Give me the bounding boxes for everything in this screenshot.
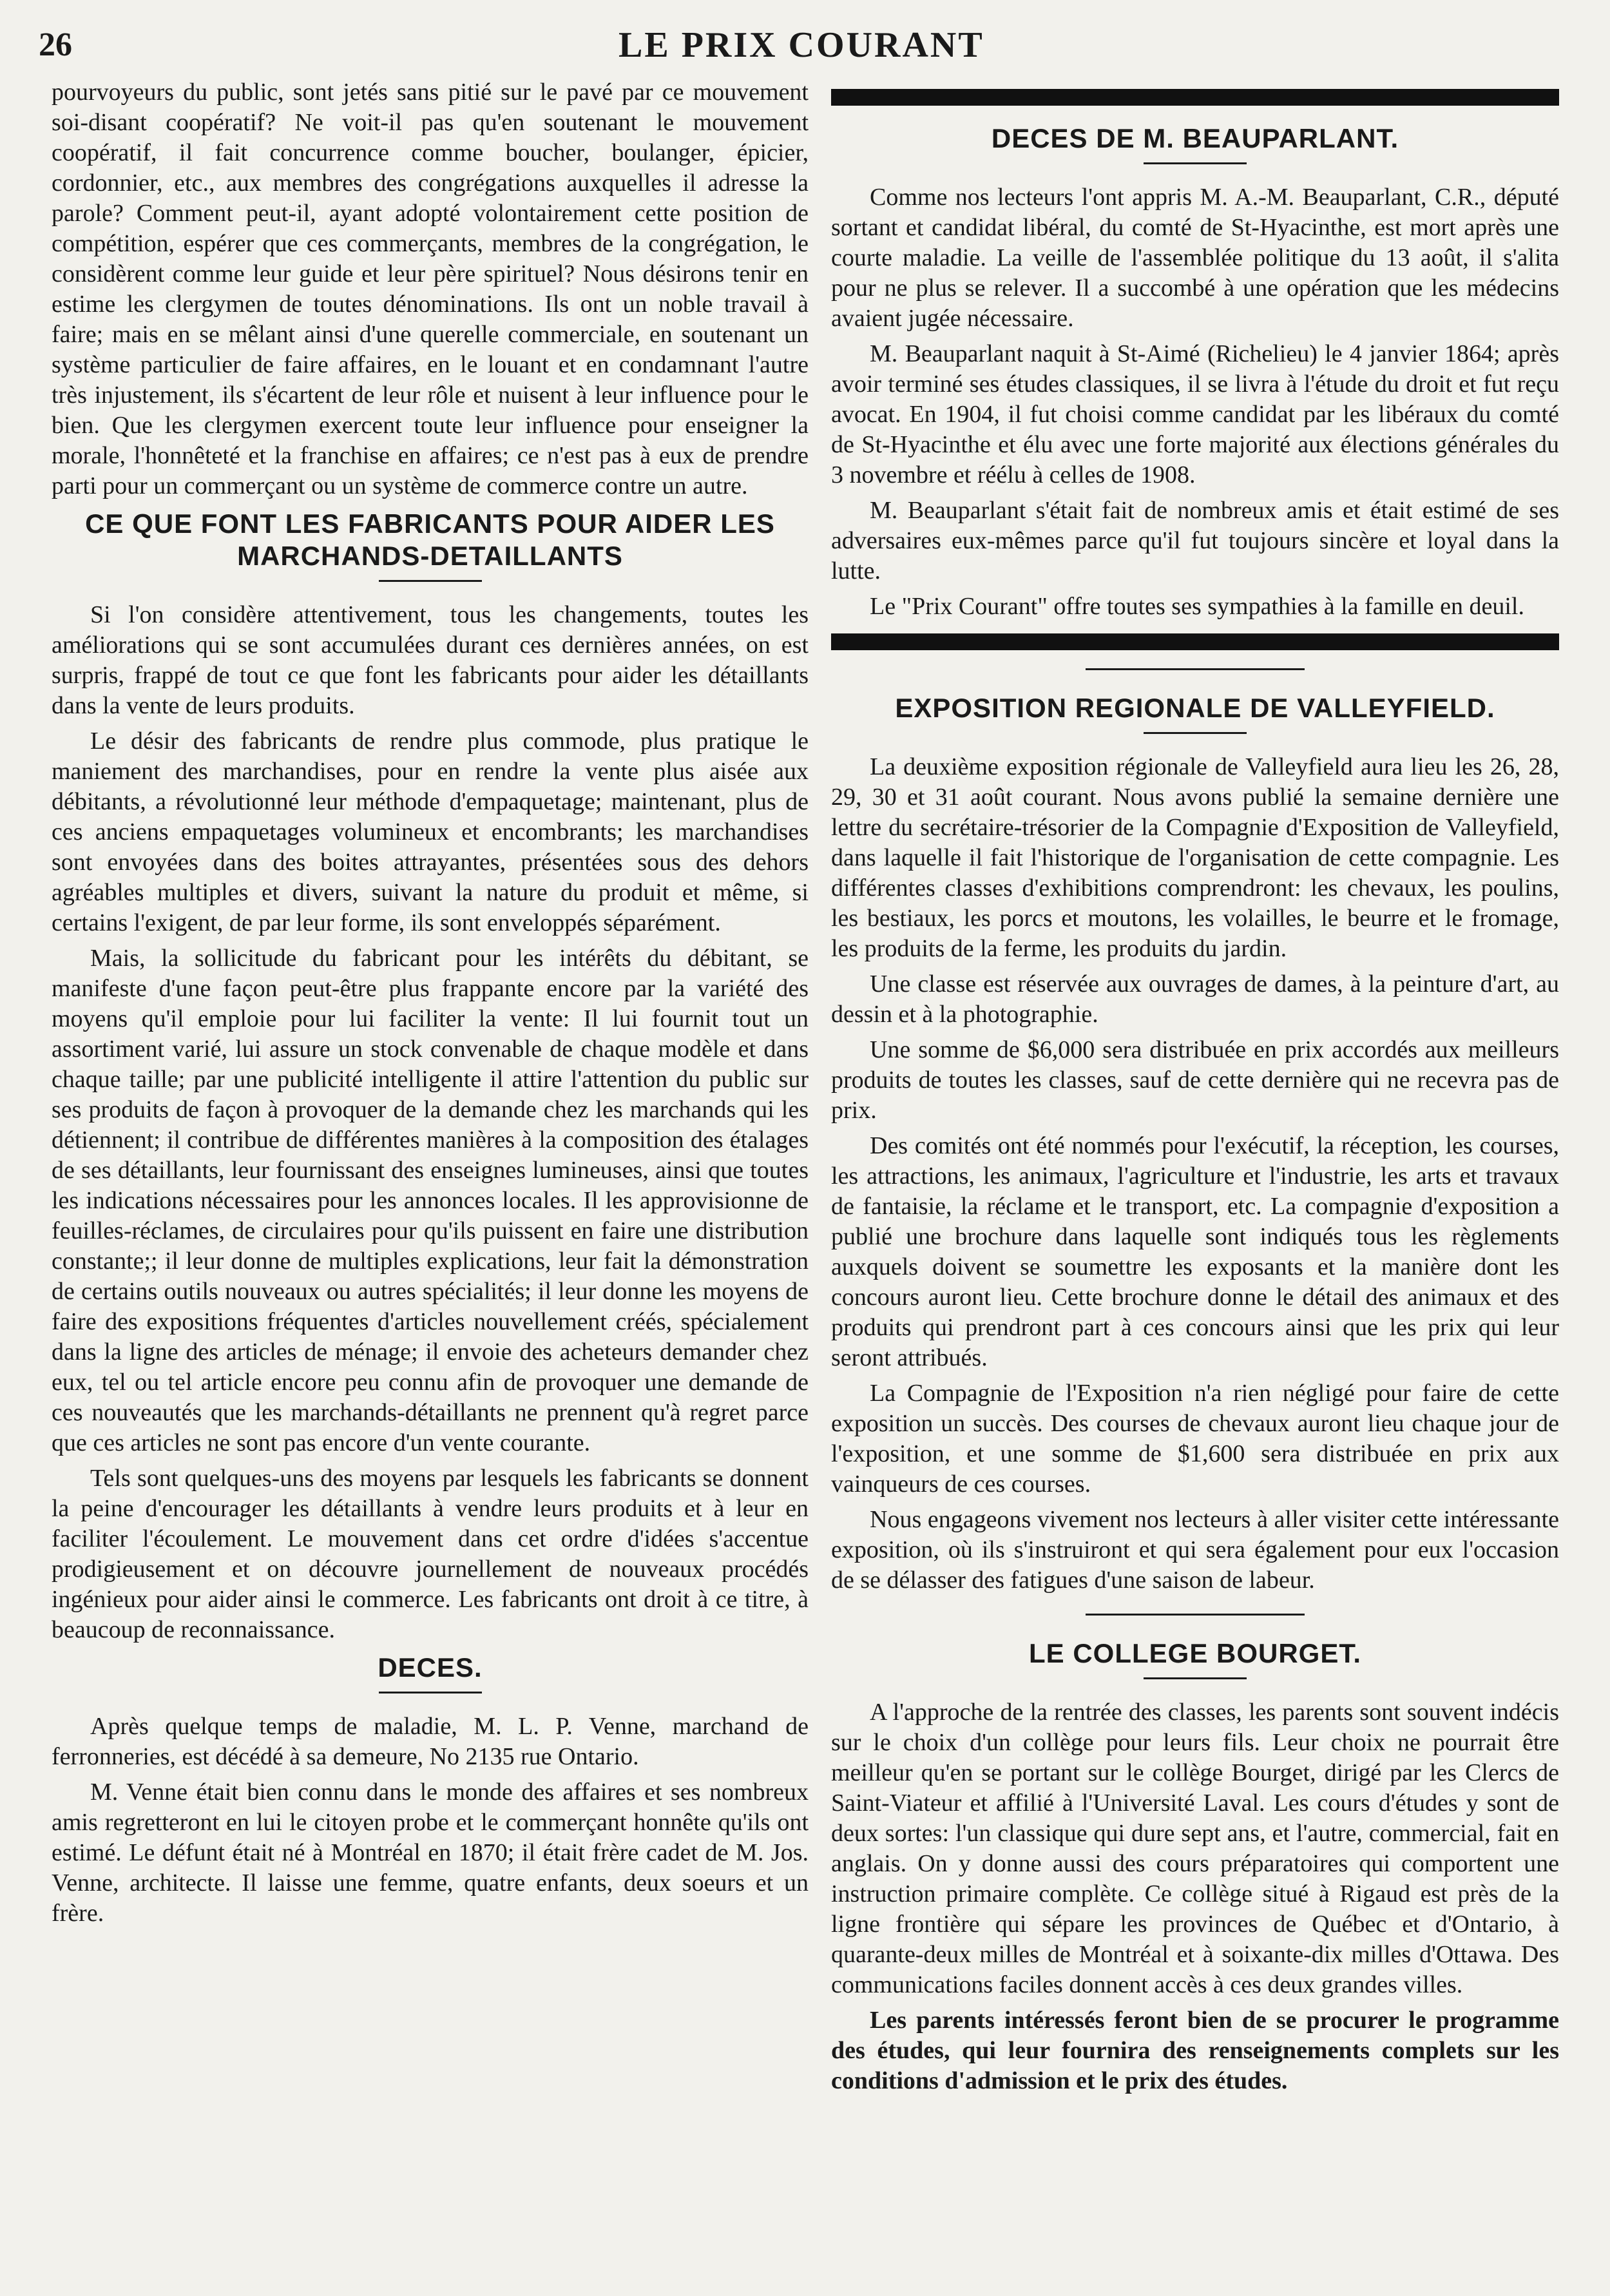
exposition-paragraph-6: Nous engageons vivement nos lecteurs à aller visiter cette intéressante exposition, où ils s'instruiront et qui sera également pour eux l'occasion de se délasser des fatigues d'une saison de labeur. xyxy=(831,1506,1559,1594)
college-paragraph-1: A l'approche de la rentrée des classes, les parents sont souvent indécis sur le choix d'un collège pour leurs fils. Leur choix ne pourrait être meilleur qu'en se portant sur le collège Bourget, dirigé par les Clercs de Saint-Viateur et affilié à l'Université Laval. Les cours d'études y sont de deux sortes: l'un classique qui dure sept ans, et l'autre, commercial, fait en anglais. On y donne aussi des cours préparatoires qui comportent une instruction primaire complète. Ce collège situé à Rigaud est près de la ligne frontière qui sépare les provinces de Québec et d'Ontario, à quarante-deux milles de Montréal et à soixante-dix milles d'Ottawa. Des communications faciles donnent accès à ces deux grandes villes. xyxy=(831,1699,1559,1998)
college-paragraph-2: Les parents intéressés feront bien de se procurer le programme des études, qui leur fournira des renseignements complets sur les conditions d'admission et le prix des études. xyxy=(831,2007,1559,2094)
section-rule xyxy=(1086,668,1305,670)
fabricants-paragraph-3: Mais, la sollicitude du fabricant pour les intérêts du débitant, se manifeste d'une façon peut-être plus frappante encore par la variété des moyens qu'il emploie pour lui faciliter la vente: Il lui fournit tout un assortiment varié, lui assure un stock convenable de chaque modèle et dans chaque taille; par une publicité intelligente il attire l'attention du public sur ses produits de façon à provoquer de la demande chez les marchands qui les détiennent; il contribue de différentes manières à la composition des étalages de ses détaillants, leur fournissant des enseignes lumineuses, ainsi que toutes les indications nécessaires pour les annonces locales. Il les approvisionne de feuilles-réclames, de circulaires pour qu'ils puissent en faire une distribution constante;; il leur donne de multiples explications, leur fait la démonstration de certains outils nouveaux ou autres spécialités; il leur donne les moyens de faire des expositions fréquentes d'articles nouvellement créés, spécialement dans la ligne des articles de ménage; il envoie des acheteurs demander chez eux, tel ou tel article encore peu connu afin de provoquer une demande de ces nouveautés que les marchands-détaillants ne prennent qu'à regret parce que ces articles ne sont pas encore d'un vente courante. xyxy=(52,945,809,1456)
exposition-heading: EXPOSITION REGIONALE DE VALLEYFIELD. xyxy=(895,693,1495,723)
left-column xyxy=(52,77,809,1934)
beauparlant-heading: DECES DE M. BEAUPARLANT. xyxy=(991,123,1399,153)
deces-paragraph-2: M. Venne était bien connu dans le monde des affaires et ses nombreux amis regretteront en lui le citoyen probe et le commerçant honnête qu'ils ont estimé. Le défunt était né à Montréal en 1870; il était frère cadet de M. Jos. Venne, architecte. Il laisse une femme, quatre enfants, deux soeurs et un frère. xyxy=(52,1779,809,1927)
college-heading: LE COLLEGE BOURGET. xyxy=(1028,1638,1362,1668)
black-rule xyxy=(831,89,1559,106)
fabricants-paragraph-1: Si l'on considère attentivement, tous les changements, toutes les améliorations qui se sont accumulées durant ces dernières années, on est surpris, frappé de tout ce que font les fabricants pour aider les détaillants dans la vente de leurs produits. xyxy=(52,601,809,719)
black-rule xyxy=(831,633,1559,650)
journal-title: LE PRIX COURANT xyxy=(618,25,984,65)
beauparlant-paragraph-4: Le "Prix Courant" offre toutes ses sympathies à la famille en deuil. xyxy=(870,593,1524,620)
right-column xyxy=(831,77,1559,2101)
section-rule xyxy=(1086,1614,1305,1616)
exposition-paragraph-2: Une classe est réservée aux ouvrages de dames, à la peinture d'art, au dessin et à la photographie. xyxy=(831,970,1559,1028)
beauparlant-paragraph-2: M. Beauparlant naquit à St-Aimé (Richelieu) le 4 janvier 1864; après avoir terminé ses études classiques, il se livra à l'étude du droit et fut reçu avocat. En 1904, il fut choisi comme candidat par les libéraux du comté de St-Hyacinthe et élu avec une forte majorité aux élections générales du 3 novembre et réélu à celles de 1908. xyxy=(831,340,1559,488)
intro-paragraph: pourvoyeurs du public, sont jetés sans pitié sur le pavé par ce mouvement soi-disant coopératif? Ne voit-il pas qu'en soutenant le mouvement coopératif, il fait concurrence comme boucher, boulanger, épicier, cordonnier, etc., aux membres des congrégations auxquelles il adresse la parole? Comment peut-il, ayant adopté volontairement cette position de compétition, espérer que ces commerçants, membres de la congrégation, le considèrent comme leur guide et leur père spirituel? Nous désirons tenir en estime les clergymen de toutes dénominations. Ils ont un noble travail à faire; mais en se mêlant ainsi d'une querelle commerciale, en soutenant un système particulier de faire affaires, en le louant et en condamnant l'autre très injustement, ils s'écartent de leur rôle et nuisent à leur influence pour le bien. Que les clergymen exercent toute leur influence pour enseigner la morale, l'honnêteté et la franchise en affaires; ce n'est pas à eux de prendre parti pour un commerçant ou un système de commerce contre un autre. xyxy=(52,79,809,499)
exposition-paragraph-1: La deuxième exposition régionale de Valleyfield aura lieu les 26, 28, 29, 30 et 31 août courant. Nous avons publié la semaine dernière une lettre du secrétaire-trésorier de la Compagnie d'Exposition de Valleyfield, dans laquelle il fait l'historique de l'organisation de cette compagnie. Les différentes classes d'exhibitions comprendront: les chevaux, les poulins, les bestiaux, les porcs et moutons, les volailles, le beurre et le fromage, les produits de la ferme, les produits du jardin. xyxy=(831,753,1559,962)
fabricants-paragraph-4: Tels sont quelques-uns des moyens par lesquels les fabricants se donnent la peine d'encourager les détaillants à vendre leurs produits et à leur en faciliter l'écoulement. Le mouvement dans cet ordre d'idées s'accentue prodigieusement et on découvre journellement de nouveaux procédés ingénieux pour aider ainsi le commerce. Les fabricants ont droit à ce titre, à beaucoup de reconnaissance. xyxy=(52,1465,809,1643)
deces-paragraph-1: Après quelque temps de maladie, M. L. P. Venne, marchand de ferronneries, est décédé à sa demeure, No 2135 rue Ontario. xyxy=(52,1713,809,1770)
fabricants-heading: CE QUE FONT LES FABRICANTS POUR AIDER LES MARCHANDS-DETAILLANTS xyxy=(85,508,775,571)
fabricants-paragraph-2: Le désir des fabricants de rendre plus commode, plus pratique le maniement des marchandises, pour en rendre la vente plus aisée aux débitants, a révolutionné leur méthode d'empaquetage; maintenant, plus de ces anciens empaquetages volumineux et encombrants; les marchandises sont envoyées dans des boites attrayantes, présentées sous des dehors agréables multiples et divers, suivant la nature du produit et même, si certains l'exigent, de par leur forme, ils sont enveloppés séparément. xyxy=(52,728,809,936)
heading-rule xyxy=(1144,732,1247,734)
exposition-paragraph-4: Des comités ont été nommés pour l'exécutif, la réception, les courses, les attractions, les animaux, l'agriculture et l'industrie, les arts et travaux de fantaisie, la réclame et le transport, etc. La compagnie d'exposition a publié une brochure dans laquelle sont indiqués tous les règlements auxquels doivent se soumettre les exposants et la manière dont les concours auront lieu. Cette brochure donne le détail des animaux et des produits qui prendront part à ces concours ainsi que les prix qui leur seront attribués. xyxy=(831,1132,1559,1371)
heading-rule xyxy=(1144,1677,1247,1679)
heading-rule xyxy=(1144,162,1247,164)
page-header xyxy=(0,0,1610,71)
exposition-paragraph-3: Une somme de $6,000 sera distribuée en prix accordés aux meilleurs produits de toutes les classes, sauf de cette dernière qui ne recevra pas de prix. xyxy=(831,1036,1559,1124)
beauparlant-paragraph-1: Comme nos lecteurs l'ont appris M. A.-M. Beauparlant, C.R., député sortant et candidat libéral, du comté de St-Hyacinthe, est mort après une courte maladie. La veille de l'assemblée politique du 13 août, il s'alita pour ne plus se relever. Il a succombé à une opération que les médecins avaient jugée nécessaire. xyxy=(831,184,1559,332)
beauparlant-paragraph-3: M. Beauparlant s'était fait de nombreux amis et était estimé de ses adversaires eux-mêmes parce qu'il fut toujours sincère et loyal dans la lutte. xyxy=(831,497,1559,584)
exposition-paragraph-5: La Compagnie de l'Exposition n'a rien négligé pour faire de cette exposition un succès. Des courses de chevaux auront lieu chaque jour de l'exposition, et une somme de $1,600 sera distribuée en prix aux vainqueurs de ces courses. xyxy=(831,1380,1559,1498)
heading-rule xyxy=(379,580,482,582)
page-number: 26 xyxy=(39,26,72,63)
heading-rule xyxy=(379,1692,482,1693)
deces-heading: DECES. xyxy=(378,1652,483,1683)
